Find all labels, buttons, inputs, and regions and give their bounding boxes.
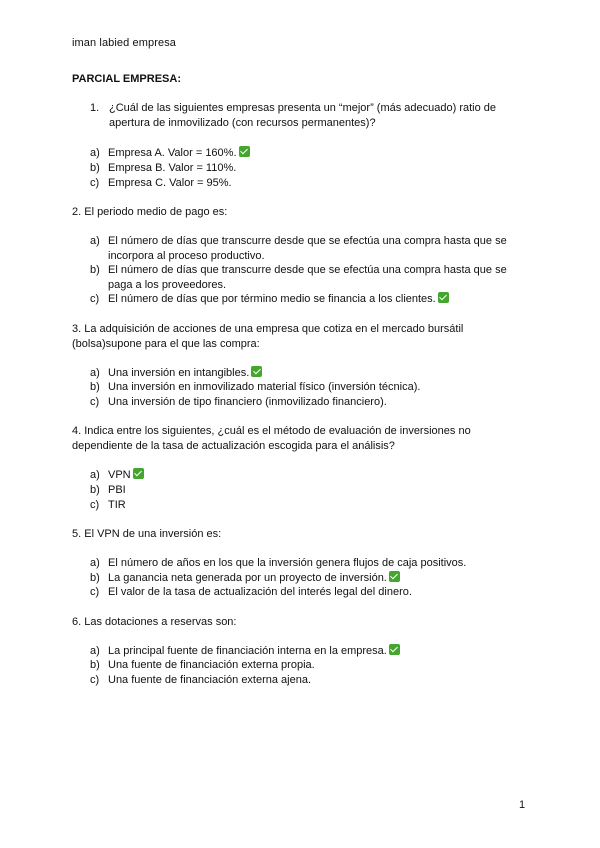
option-text: La principal fuente de financiación interna en la empresa.: [108, 645, 387, 657]
check-icon: [389, 644, 400, 655]
option-text: Empresa C. Valor = 95%.: [108, 177, 232, 189]
option-label: a): [90, 645, 100, 657]
option-text: El número de días que por término medio se financia a los clientes.: [108, 293, 436, 305]
option-label: c): [90, 674, 100, 686]
q5-text: 5. El VPN de una inversión es:: [72, 528, 222, 540]
option-label: c): [90, 293, 100, 305]
option-label: c): [90, 177, 100, 189]
option-text: Una inversión de tipo financiero (inmovilizado financiero).: [108, 396, 387, 408]
option-text: TIR: [108, 499, 126, 511]
check-icon: [133, 468, 144, 479]
check-icon: [239, 146, 250, 157]
option-text: El número de días que transcurre desde que se efectúa una compra hasta que se incorpora al proceso productivo.: [108, 235, 507, 262]
option-label: b): [90, 381, 100, 393]
q6-text: 6. Las dotaciones a reservas son:: [72, 616, 237, 628]
option-label: a): [90, 469, 100, 481]
option-label: a): [90, 557, 100, 569]
option-text: VPN: [108, 469, 131, 481]
option-text: La ganancia neta generada por un proyecto de inversión.: [108, 572, 387, 584]
option-label: c): [90, 499, 100, 511]
q4-text: 4. Indica entre los siguientes, ¿cuál es el método de evaluación de inversiones no dependiente de la tasa de actualización escogida para el análisis?: [72, 425, 471, 452]
option-text: Empresa B. Valor = 110%.: [108, 162, 237, 174]
option-label: a): [90, 235, 100, 247]
option-text: Empresa A. Valor = 160%.: [108, 147, 237, 159]
q2-text: 2. El periodo medio de pago es:: [72, 206, 228, 218]
q1-text: ¿Cuál de las siguientes empresas presenta un “mejor” (más adecuado) ratio de apertura de inmovilizado (con recursos permanentes)?: [109, 102, 497, 129]
q3-text: 3. La adquisición de acciones de una empresa que cotiza en el mercado bursátil (bolsa)supone para el que las compra:: [72, 323, 464, 350]
option-text: Una inversión en inmovilizado material físico (inversión técnica).: [108, 381, 421, 393]
check-icon: [251, 366, 262, 377]
option-label: c): [90, 396, 100, 408]
option-text: Una fuente de financiación externa ajena.: [108, 674, 312, 686]
option-label: b): [90, 264, 100, 276]
option-label: a): [90, 147, 100, 159]
check-icon: [389, 571, 400, 582]
option-text: Una fuente de financiación externa propia.: [108, 659, 315, 671]
document-title: PARCIAL EMPRESA:: [72, 73, 181, 85]
option-label: c): [90, 586, 100, 598]
option-text: El número de días que transcurre desde que se efectúa una compra hasta que se paga a los proveedores.: [108, 264, 507, 291]
option-text: El valor de la tasa de actualización del interés legal del dinero.: [108, 586, 412, 598]
option-label: b): [90, 659, 100, 671]
option-label: b): [90, 572, 100, 584]
option-text: Una inversión en intangibles.: [108, 367, 250, 379]
q1-number: 1.: [90, 102, 100, 114]
check-icon: [438, 292, 449, 303]
option-label: b): [90, 162, 100, 174]
option-label: a): [90, 367, 100, 379]
page-number: 1: [519, 799, 526, 811]
option-text: PBI: [108, 484, 126, 496]
document-header: iman labied empresa: [72, 37, 177, 49]
option-text: El número de años en los que la inversión genera flujos de caja positivos.: [108, 557, 467, 569]
option-label: b): [90, 484, 100, 496]
